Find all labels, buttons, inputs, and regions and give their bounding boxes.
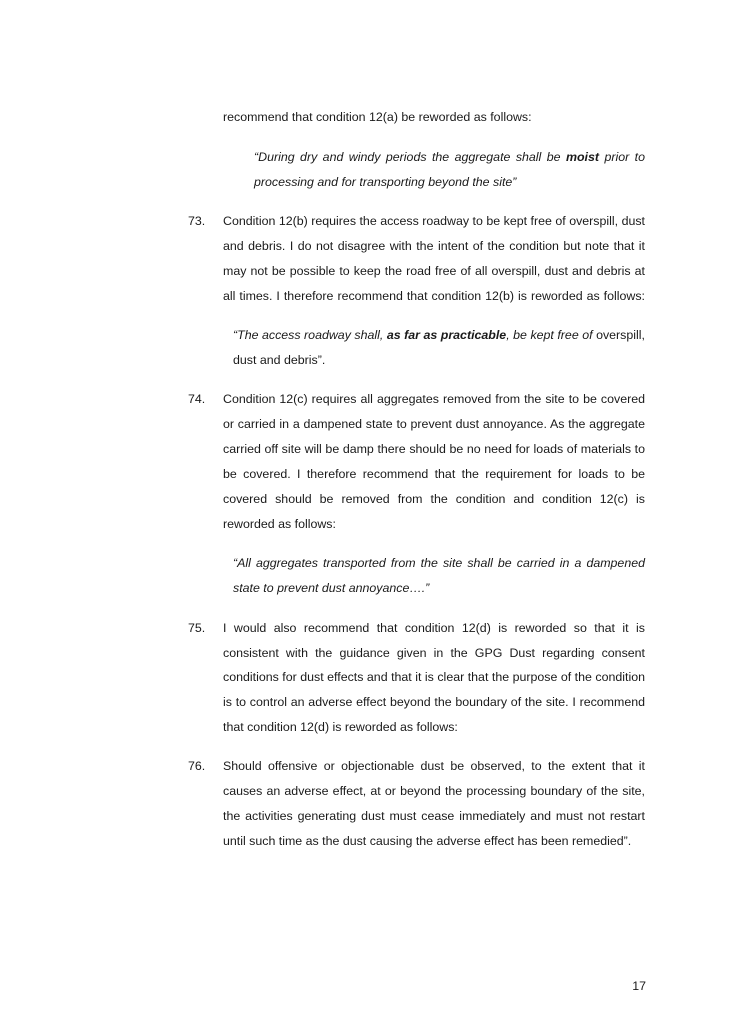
- p74-line-4: be covered. I therefore recommend that the requirement for loads to be: [223, 467, 645, 481]
- p74-line-6: reworded as follows:: [223, 517, 336, 531]
- p76-line-1: Should offensive or objectionable dust be observed, to the extent that it: [223, 759, 645, 773]
- quote-c-line-2: state to prevent dust annoyance….”: [233, 581, 430, 595]
- p76-line-4: until such time as the dust causing the adverse effect has been remedied”.: [223, 834, 632, 848]
- quote-a-post: prior to: [604, 150, 645, 164]
- quote-a-line-2: processing and for transporting beyond the site”: [254, 175, 517, 189]
- p74-line-3: carried off site will be damp there should be no need for loads of materials to: [223, 442, 645, 456]
- p75-line-4: is to control an adverse effect beyond the boundary of the site. I recommend: [223, 695, 645, 709]
- p73-line-2: and debris. I do not disagree with the intent of the condition but note that it: [223, 239, 645, 253]
- page-number: 17: [632, 979, 646, 993]
- paragraph-number-73: 73.: [188, 214, 206, 228]
- p75-line-1: I would also recommend that condition 12(d) is reworded so that it is: [223, 621, 645, 635]
- p74-line-2: or carried in a dampened state to prevent dust annoyance. As the aggregate: [223, 417, 645, 431]
- paragraph-number-76: 76.: [188, 759, 206, 773]
- paragraph-number-75: 75.: [188, 621, 206, 635]
- p75-line-3: conditions for dust effects and that it is clear that the purpose of the condition: [223, 670, 645, 684]
- p73-line-4: all times. I therefore recommend that condition 12(b) is reworded as follows:: [223, 289, 645, 303]
- p75-line-2: consistent with the guidance given in the GPG Dust regarding consent: [223, 646, 645, 660]
- p74-line-1: Condition 12(c) requires all aggregates removed from the site to be covered: [223, 392, 645, 406]
- quote-b-bold: as far as practicable: [386, 328, 507, 342]
- quote-a-pre: “During dry and windy periods the aggregate shall be: [254, 150, 561, 164]
- p75-line-5: that condition 12(d) is reworded as follows:: [223, 720, 458, 734]
- quote-b-line-1: [233, 327, 645, 343]
- quote-b-line-2: dust and debris”.: [233, 353, 326, 367]
- intro-line: recommend that condition 12(a) be reworded as follows:: [223, 110, 532, 124]
- quote-b-pre: “The access roadway shall,: [233, 328, 384, 342]
- quote-c-line-1: “All aggregates transported from the site shall be carried in a dampened: [233, 556, 645, 570]
- p76-line-2: causes an adverse effect, at or beyond the processing boundary of the site,: [223, 784, 645, 798]
- quote-b-mid: , be kept free of: [506, 328, 593, 342]
- p73-line-3: may not be possible to keep the road free of all overspill, dust and debris at: [223, 264, 645, 278]
- p76-line-3: the activities generating dust must cease immediately and must not restart: [223, 809, 645, 823]
- p74-line-5: covered should be removed from the condition and condition 12(c) is: [223, 492, 645, 506]
- p73-line-1: Condition 12(b) requires the access roadway to be kept free of overspill, dust: [223, 214, 645, 228]
- quote-a-line-1: [254, 149, 645, 165]
- paragraph-number-74: 74.: [188, 392, 206, 406]
- quote-b-post: overspill,: [596, 328, 645, 342]
- quote-a-bold: moist: [565, 150, 600, 164]
